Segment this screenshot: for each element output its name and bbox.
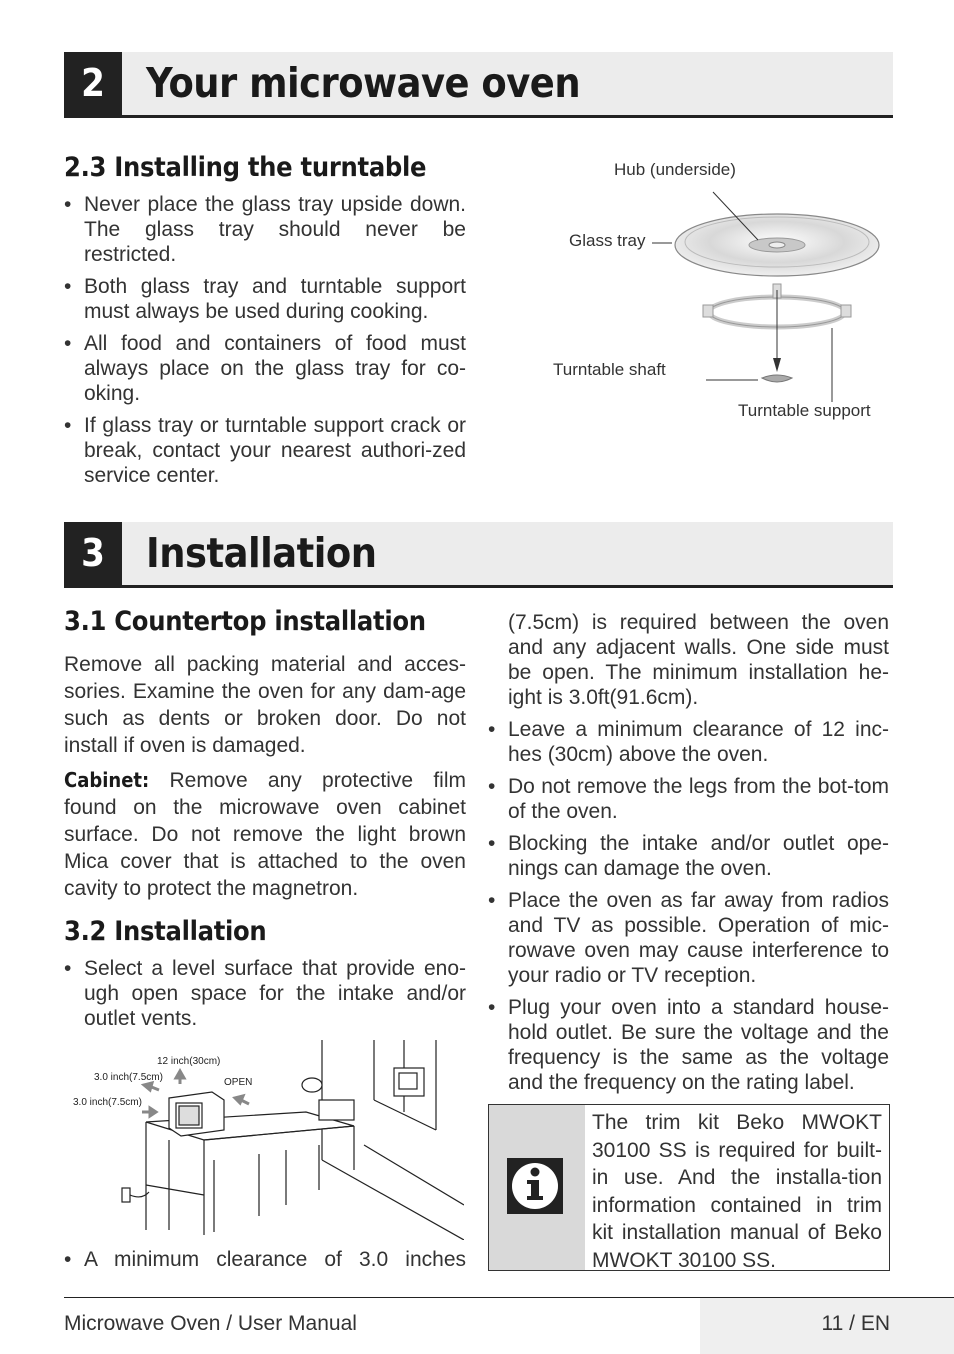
list-item: • Leave a minimum clearance of 12 inc-hes (30cm) above the oven.	[488, 717, 889, 767]
open-label: OPEN	[224, 1077, 253, 1088]
paragraph-cabinet	[64, 767, 466, 902]
note-text: The trim kit Beko MWOKT 30100 SS is required for built-in use. And the installa-tion information contained in trim kit installation manual of Beko MWOKT 30100 SS.	[592, 1111, 882, 1272]
top-clearance-label: 12 inch(30cm)	[157, 1056, 221, 1067]
list-item: • Place the oven as far away from radios and TV as possible. Operation of mic-rowave oven may cause interference to your radio or TV reception.	[488, 888, 889, 988]
cabinet-label: Cabinet:	[64, 768, 150, 792]
hub-label: Hub (underside)	[614, 160, 736, 179]
turntable-illustration	[540, 150, 900, 430]
list-item: • Plug your oven into a standard house-hold outlet. Be sure the voltage and the frequency is the same as the voltage and the frequency on the rating label.	[488, 995, 889, 1095]
chapter-header-2	[64, 52, 893, 118]
chapter-header-3	[64, 522, 893, 588]
chapter-title: Installation	[146, 529, 377, 577]
installation-bullet-list-b	[64, 1247, 466, 1279]
footer-page-number: 11 / EN	[821, 1312, 890, 1335]
glass-tray-label: Glass tray	[569, 231, 646, 250]
turntable-support-label: Turntable support	[738, 401, 871, 420]
footer-manual-title: Microwave Oven / User Manual	[64, 1312, 357, 1335]
turntable-shaft-label: Turntable shaft	[553, 360, 666, 379]
chapter-title: Your microwave oven	[146, 59, 581, 107]
list-item: • A minimum clearance of 3.0 inches	[64, 1247, 466, 1272]
turntable-diagram	[540, 150, 900, 430]
list-item: • Blocking the intake and/or outlet ope-nings can damage the oven.	[488, 831, 889, 881]
section-heading-3-2: 3.2 Installation	[64, 916, 267, 947]
installation-bullet-list-a	[64, 956, 466, 1038]
list-item: • Select a level surface that provide eno-ugh open space for the intake and/or outlet vents.	[64, 956, 466, 1031]
list-item: • Never place the glass tray upside down. The glass tray should never be restricted.	[64, 192, 466, 267]
clearance-diagram	[64, 1040, 464, 1240]
paragraph-packing: Remove all packing material and acces-sories. Examine the oven for any dam-age such as dents or broken door. Do not install if oven is damaged.	[64, 653, 466, 757]
list-item: • Do not remove the legs from the bot-tom of the oven.	[488, 774, 889, 824]
info-note-box	[488, 1104, 890, 1271]
side-clearance-label-2: 3.0 inch(7.5cm)	[73, 1097, 142, 1108]
info-icon	[489, 1105, 585, 1270]
section-heading-3-1: 3.1 Countertop installation	[64, 606, 426, 637]
clearance-continuation: (7.5cm) is required between the oven and any adjacent walls. One side must be open. The minimum installation he-ight is 3.0ft(91.6cm).	[508, 611, 889, 709]
section-heading-2-3: 2.3 Installing the turntable	[64, 152, 427, 183]
chapter-number: 3	[64, 522, 122, 585]
list-item: • Both glass tray and turntable support must always be used during cooking.	[64, 274, 466, 324]
list-item: • All food and containers of food must always place on the glass tray for co-oking.	[64, 331, 466, 406]
list-item: • If glass tray or turntable support crack or break, contact your nearest authori-zed service center.	[64, 413, 466, 488]
cabinet-text: Remove any protective film found on the microwave oven cabinet surface. Do not remove the light brown Mica cover that is attached to the oven cavity to protect the magnetron.	[64, 769, 466, 900]
chapter-number: 2	[64, 52, 122, 115]
installation-bullet-list-c	[488, 717, 889, 1102]
kitchen-illustration	[64, 1040, 464, 1240]
turntable-bullet-list	[64, 192, 466, 495]
side-clearance-label-1: 3.0 inch(7.5cm)	[94, 1072, 163, 1083]
